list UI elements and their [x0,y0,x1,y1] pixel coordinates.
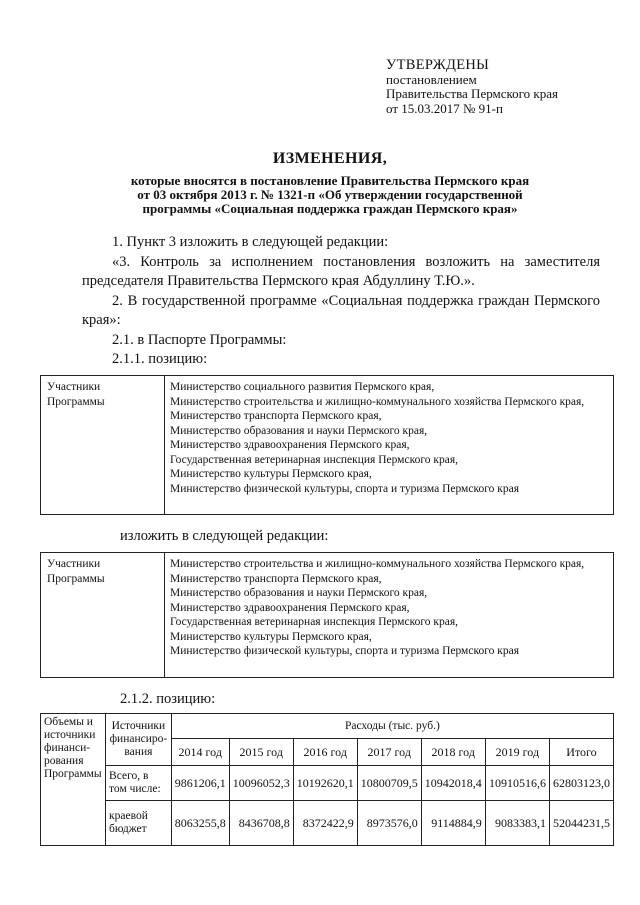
approval-stamp [386,58,626,116]
table-row [41,766,614,801]
participant-item: Министерство образования и науки Пермского края, [170,587,428,599]
value-cell: 8436708,8 [229,801,293,846]
financing-row-label: Объемы и источники финанси-рования Программы [41,714,106,846]
participant-item: Министерство образования и науки Пермского края, [170,424,428,437]
paragraph-3: 2. В государственной программе «Социальная поддержка граждан Пермского края»: [82,293,600,328]
paragraph-4: 2.1. в Паспорте Программы: [112,332,287,348]
participants-list [165,376,613,514]
value-cell: 8372422,9 [293,801,357,846]
participant-item: Министерство физической культуры, спорта и туризма Пермского края [170,645,519,657]
paragraph-5: 2.1.1. позицию: [112,351,208,367]
value-cell: 8973576,0 [357,801,421,846]
year-header: 2017 год [357,739,421,766]
value-cell: 9114884,9 [421,801,485,846]
value-cell: 9861206,1 [171,766,229,801]
participant-item: Министерство здравоохранения Пермского края, [170,601,410,614]
participant-item: Министерство строительства и жилищно-коммунального хозяйства Пермского края, [170,558,585,570]
participant-item: Государственная ветеринарная инспекция Пермского края, [170,453,458,466]
participant-item: Государственная ветеринарная инспекция Пермского края, [170,616,458,628]
participant-item: Министерство транспорта Пермского края, [170,572,382,585]
value-cell: 10800709,5 [357,766,421,801]
year-header: 2014 год [171,739,229,766]
year-header: 2019 год [485,739,549,766]
source-header: Источники финансиро-вания [106,714,172,766]
source-cell: Всего, в том числе: [106,766,172,801]
paragraph-7: 2.1.2. позицию: [120,691,216,707]
paragraph-1: 1. Пункт 3 изложить в следующей редакции: [112,234,389,250]
participant-item: Министерство здравоохранения Пермского края, [170,439,410,451]
source-cell: краевой бюджет [106,801,172,846]
participant-item: Министерство социального развития Пермского края, [170,381,435,393]
value-cell: 10910516,6 [485,766,549,801]
table-header-row [41,714,614,739]
expenses-header: Расходы (тыс. руб.) [171,714,613,739]
document-title [70,150,590,216]
year-header: 2018 год [421,739,485,766]
participants-list [165,553,613,677]
title-line: программы «Социальная поддержка граждан Пермского края» [142,201,518,216]
participant-item: Министерство транспорта Пермского края, [170,410,382,422]
value-cell: 8063255,8 [171,801,229,846]
value-cell: 10942018,4 [421,766,485,801]
participants-label: Участники Программы [41,553,165,677]
approval-line: постановлением [386,71,477,87]
title-main: ИЗМЕНЕНИЯ, [272,150,388,167]
participant-item: Министерство культуры Пермского края, [170,468,372,480]
participants-label: Участники Программы [41,376,165,514]
value-cell: 62803123,0 [549,766,613,801]
value-cell: 10096052,3 [229,766,293,801]
paragraph-6: изложить в следующей редакции: [120,528,329,544]
value-cell: 9083383,1 [485,801,549,846]
title-line: от 03 октября 2013 г. № 1321-п «Об утверждении государственной [137,187,523,202]
table-row [41,801,614,846]
approval-line: от 15.03.2017 № 91-п [386,100,503,116]
participant-item: Министерство строительства и жилищно-коммунального хозяйства Пермского края, [170,395,585,408]
total-header: Итого [549,739,613,766]
year-header: 2015 год [229,739,293,766]
participants-box-old [40,375,614,515]
value-cell: 10192620,1 [293,766,357,801]
participants-box-new [40,552,614,678]
participant-item: Министерство физической культуры, спорта и туризма Пермского края [170,482,519,495]
year-header: 2016 год [293,739,357,766]
paragraph-2: «3. Контроль за исполнением постановления возложить на заместителя председателя Правительства Пермского края Абдуллину Т.Ю.». [82,254,600,289]
value-cell: 52044231,5 [549,801,613,846]
financing-table [40,713,614,846]
participant-item: Министерство культуры Пермского края, [170,630,372,643]
approval-title: УТВЕРЖДЕНЫ [386,57,490,73]
approval-line: Правительства Пермского края [386,86,558,101]
title-line: которые вносятся в постановление Правительства Пермского края [130,173,530,188]
